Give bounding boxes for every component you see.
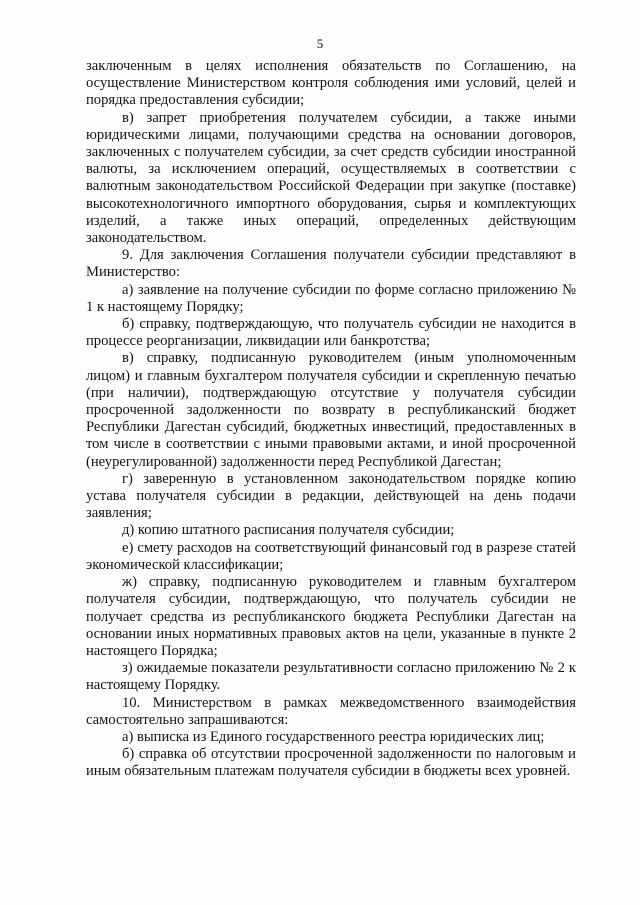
document-body (86, 58, 576, 781)
paragraph-item-v2: в) справку, подписанную руководителем (иным уполномоченным лицом) и главным бухгалтером получателя субсидии и скрепленную печатью (при наличии), подтверждающую отсутствие у получателя субсидии просроченной задолженности по возврату в республиканский бюджет Республики Дагестан субсидий, бюджетных инвестиций, предоставленных в том числе в соответствии с иными правовыми актами, и иной просроченной (неурегулированной) задолженности перед Республикой Дагестан; (86, 350, 576, 470)
paragraph-item-b2: б) справка об отсутствии просроченной задолженности по налоговым и иным обязательным платежам получателя субсидии в бюджеты всех уровней. (86, 746, 576, 780)
paragraph-continuation: заключенным в целях исполнения обязательств по Соглашению, на осуществление Министерством контроля соблюдения ими условий, целей и порядка предоставления субсидии; (86, 58, 576, 109)
paragraph-item-a: а) заявление на получение субсидии по форме согласно приложению № 1 к настоящему Порядку; (86, 281, 576, 315)
paragraph-item-a2: а) выписка из Единого государственного реестра юридических лиц; (122, 728, 545, 745)
page-number: 5 (316, 36, 324, 51)
paragraph-section-10: 10. Министерством в рамках межведомственного взаимодействия самостоятельно запрашиваются: (86, 694, 576, 728)
paragraph-item-v: в) запрет приобретения получателем субсидии, а также иными юридическими лицами, получающими средства на основании договоров, заключенных с получателем субсидии, за счет средств субсидии иностранной валюты, за исключением операций, осуществляемых в соответствии с валютным законодательством Российской Федерации при закупке (поставке) высокотехнологичного импортного оборудования, сырья и комплектующих изделий, а также иных операций, определенных действующим законодательством. (86, 109, 576, 247)
paragraph-section-9: 9. Для заключения Соглашения получатели субсидии представляют в Министерство: (86, 247, 576, 281)
paragraph-item-b: б) справку, подтверждающую, что получатель субсидии не находится в процессе реорганизации, ликвидации или банкротства; (86, 316, 576, 350)
paragraph-item-d: д) копию штатного расписания получателя субсидии; (122, 522, 455, 539)
paragraph-item-e: е) смету расходов на соответствующий финансовый год в разрезе статей экономической классификации; (86, 539, 576, 573)
paragraph-item-g: г) заверенную в установленном законодательством порядке копию устава получателя субсидии в редакции, действующей на день подачи заявления; (86, 470, 576, 522)
paragraph-item-zh: ж) справку, подписанную руководителем и главным бухгалтером получателя субсидии, подтверждающую, что получатель субсидии не получает средства из республиканского бюджета Республики Дагестан на основании иных нормативных правовых актов на цели, указанные в пункте 2 настоящего Порядка; (86, 574, 576, 659)
paragraph-item-z: з) ожидаемые показатели результативности согласно приложению № 2 к настоящему Порядку. (86, 660, 576, 694)
